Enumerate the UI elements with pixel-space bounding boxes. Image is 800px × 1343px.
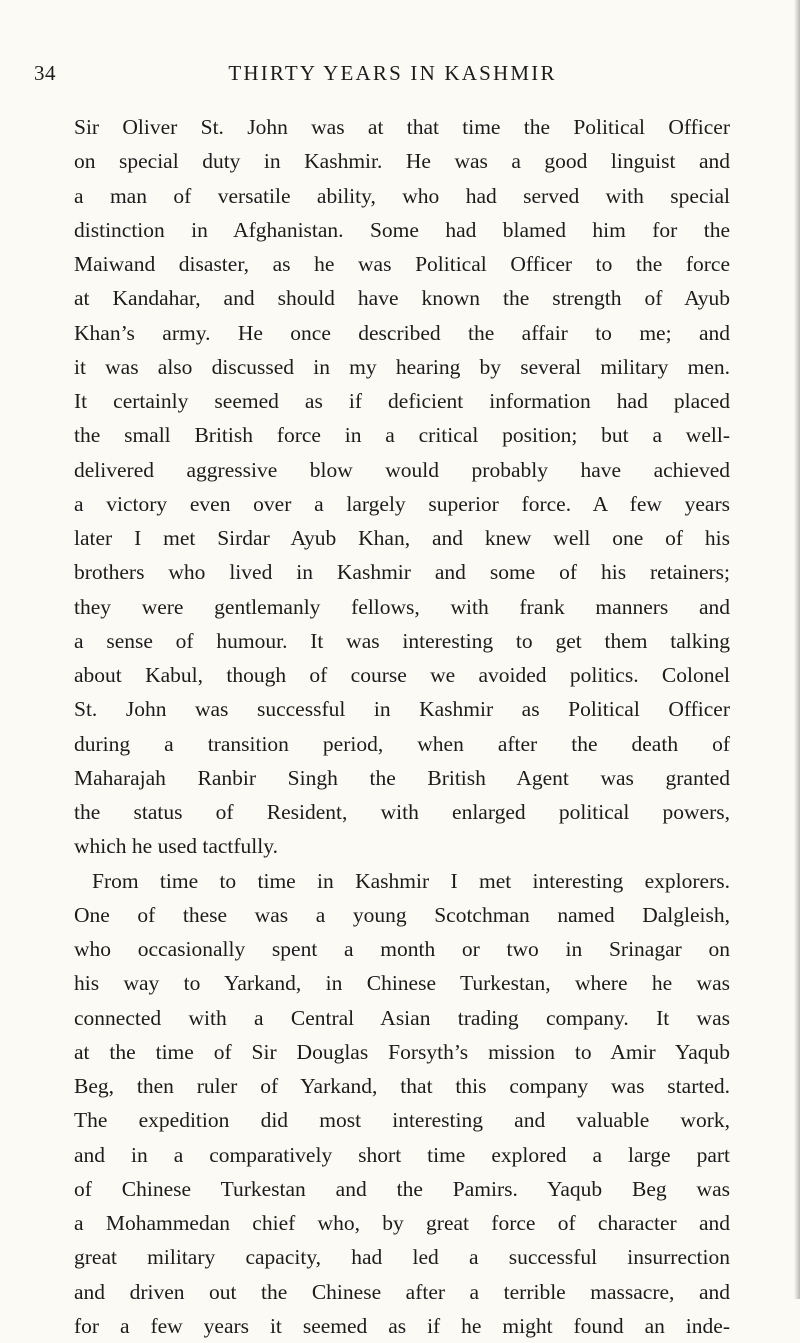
text-line: great military capacity, had led a successful insurrection <box>74 1245 730 1270</box>
text-line: his way to Yarkand, in Chinese Turkestan, where he was <box>74 971 730 996</box>
text-line: It certainly seemed as if deficient information had placed <box>74 389 730 413</box>
running-head <box>0 61 800 91</box>
text-line: at the time of Sir Douglas Forsyth’s mission to Amir Yaqub <box>74 1039 730 1064</box>
text-line: The expedition did most interesting and valuable work, <box>74 1108 730 1133</box>
text-line: about Kabul, though of course we avoided politics. Colonel <box>74 663 730 687</box>
text-line: a victory even over a largely superior force. A few years <box>74 491 730 516</box>
text-line: during a transition period, when after the death of <box>74 731 730 756</box>
text-line: One of these was a young Scotchman named Dalgleish, <box>74 902 730 927</box>
body-text <box>74 110 730 1343</box>
text-line: brothers who lived in Kashmir and some of his retainers; <box>74 560 730 585</box>
text-line: Maiwand disaster, as he was Political Officer to the force <box>74 252 730 276</box>
text-line-paragraph-start: From time to time in Kashmir I met interesting explorers. <box>92 868 730 893</box>
text-line: later I met Sirdar Ayub Khan, and knew well one of his <box>74 526 730 550</box>
text-line: a Mohammedan chief who, by great force of character and <box>74 1211 730 1235</box>
text-line: at Kandahar, and should have known the strength of Ayub <box>74 286 730 311</box>
running-title: THIRTY YEARS IN KASHMIR <box>228 61 557 85</box>
text-line: connected with a Central Asian trading company. It was <box>74 1005 730 1030</box>
text-line: distinction in Afghanistan. Some had blamed him for the <box>74 217 730 242</box>
text-line: it was also discussed in my hearing by several military men. <box>74 354 730 379</box>
text-line: who occasionally spent a month or two in Srinagar on <box>74 937 730 961</box>
text-line: St. John was successful in Kashmir as Political Officer <box>74 697 730 722</box>
text-line: and in a comparatively short time explored a large part <box>74 1142 730 1167</box>
text-line: for a few years it seemed as if he might found an inde- <box>74 1313 730 1338</box>
text-line: a sense of humour. It was interesting to get them talking <box>74 628 730 653</box>
text-line: Maharajah Ranbir Singh the British Agent was granted <box>74 765 730 790</box>
text-line-paragraph-end: which he used tactfully. <box>74 834 278 859</box>
text-line: delivered aggressive blow would probably have achieved <box>74 457 730 482</box>
text-line: Khan’s army. He once described the affair to me; and <box>74 320 730 345</box>
page-number: 34 <box>34 61 56 85</box>
text-line: on special duty in Kashmir. He was a good linguist and <box>74 149 730 174</box>
page-edge-shadow <box>794 0 800 1299</box>
text-line: a man of versatile ability, who had served with special <box>74 183 730 208</box>
text-line: the status of Resident, with enlarged political powers, <box>74 800 730 824</box>
text-line: and driven out the Chinese after a terrible massacre, and <box>74 1279 730 1304</box>
text-line: they were gentlemanly fellows, with frank manners and <box>74 594 730 619</box>
text-line: the small British force in a critical position; but a well- <box>74 423 730 448</box>
text-line: of Chinese Turkestan and the Pamirs. Yaqub Beg was <box>74 1176 730 1201</box>
text-line: Beg, then ruler of Yarkand, that this company was started. <box>74 1074 730 1098</box>
text-line: Sir Oliver St. John was at that time the Political Officer <box>74 115 730 139</box>
